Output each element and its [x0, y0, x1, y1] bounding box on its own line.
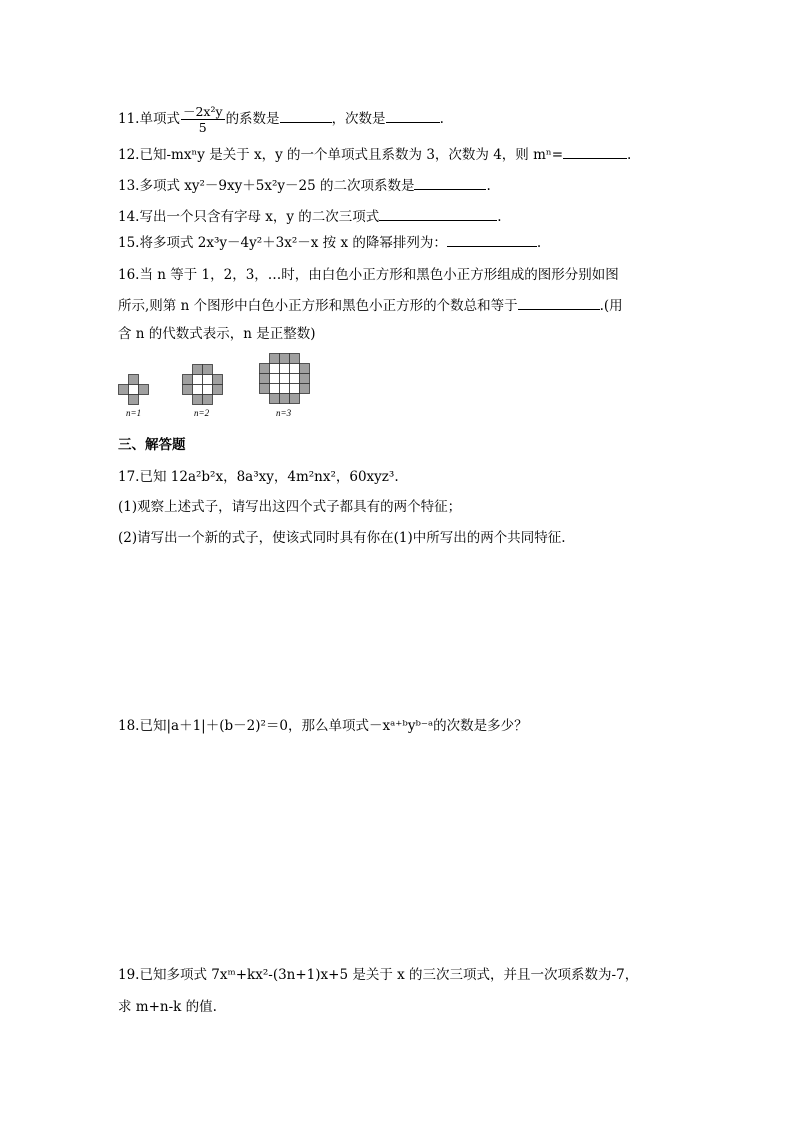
question-17-line-2: (1)观察上述式子，请写出这四个式子都具有的两个特征；	[118, 499, 462, 515]
q11-mid: 的系数是	[225, 111, 280, 127]
white-square	[290, 374, 300, 384]
q12-text: 12.已知-mxⁿy 是关于 x，y 的一个单项式且系数为 3，次数为 4，则 mⁿ=	[118, 147, 564, 163]
question-18: 18.已知|a＋1|＋(b－2)²＝0，那么单项式－xᵃ⁺ᵇyᵇ⁻ᵃ的次数是多少？	[118, 718, 528, 734]
gray-square	[213, 375, 223, 385]
question-16-line-3: 含 n 的代数式表示，n 是正整数)	[118, 326, 316, 342]
q11-fraction	[181, 104, 225, 135]
gray-square	[129, 375, 139, 385]
white-square	[129, 385, 139, 395]
q15-blank[interactable]	[447, 232, 537, 247]
question-17-line-1: 17.已知 12a²b²x，8a³xy，4m²nx²，60xyz³.	[118, 469, 399, 485]
white-square	[193, 375, 203, 385]
white-square	[280, 364, 290, 374]
question-19-line-2: 求 m+n-k 的值.	[118, 999, 217, 1015]
q16-blank[interactable]	[518, 295, 600, 310]
q12-end: .	[627, 147, 632, 163]
white-square	[203, 385, 213, 395]
q11-fraction-denominator: 5	[198, 120, 207, 135]
gray-square	[183, 375, 193, 385]
white-square	[203, 375, 213, 385]
question-11	[118, 104, 444, 135]
figure-label-n3: n=3	[276, 408, 292, 418]
q15-text: 15.将多项式 2x³y－4y²＋3x²－x 按 x 的降幂排列为：	[118, 235, 447, 251]
q11-prefix: 11.单项式	[118, 111, 180, 127]
gray-square	[129, 395, 139, 405]
gray-square	[119, 385, 129, 395]
question-19-line-1: 19.已知多项式 7xᵐ+kx²-(3n+1)x+5 是关于 x 的三次三项式，并且一次项系数为-7，	[118, 967, 639, 983]
gray-square	[193, 395, 203, 405]
gray-square	[139, 385, 149, 395]
q13-end: .	[486, 178, 491, 194]
white-square	[270, 374, 280, 384]
gray-square	[270, 354, 280, 364]
figure-label-n2: n=2	[194, 408, 210, 418]
q15-end: .	[536, 235, 542, 251]
q11-end: .	[439, 111, 444, 127]
section-heading: 三、解答题	[118, 437, 186, 453]
question-14	[118, 206, 502, 226]
figure-label-n1: n=1	[126, 408, 142, 418]
gray-square	[183, 385, 193, 395]
gray-square	[280, 394, 290, 404]
q11-blank-coefficient[interactable]	[280, 108, 332, 123]
gray-square	[300, 364, 310, 374]
white-square	[270, 384, 280, 394]
question-17-line-3: (2)请写出一个新的式子，使该式同时具有你在(1)中所写出的两个共同特征.	[118, 530, 566, 546]
gray-square	[300, 384, 310, 394]
question-16-line-1: 16.当 n 等于 1，2，3，…时，由白色小正方形和黑色小正方形组成的图形分别如图	[118, 267, 619, 283]
gray-square	[290, 354, 300, 364]
q11-fraction-numerator: －2x²y	[182, 104, 223, 119]
gray-square	[203, 365, 213, 375]
question-15	[118, 232, 541, 252]
white-square	[290, 384, 300, 394]
q13-text: 13.多项式 xy²－9xy＋5x²y－25 的二次项系数是	[118, 178, 415, 194]
gray-square	[193, 365, 203, 375]
gray-square	[213, 385, 223, 395]
gray-square	[203, 395, 213, 405]
white-square	[280, 374, 290, 384]
white-square	[193, 385, 203, 395]
gray-square	[260, 364, 270, 374]
gray-square	[280, 354, 290, 364]
white-square	[290, 364, 300, 374]
q11-blank-degree[interactable]	[386, 108, 440, 123]
q13-blank[interactable]	[414, 175, 486, 190]
q12-blank[interactable]	[563, 144, 627, 159]
gray-square	[260, 374, 270, 384]
white-square	[270, 364, 280, 374]
q14-end: .	[497, 209, 502, 225]
question-12	[118, 144, 631, 164]
gray-square	[260, 384, 270, 394]
gray-square	[270, 394, 280, 404]
q14-text: 14.写出一个只含有字母 x，y 的二次三项式	[118, 209, 380, 225]
q16-line2-end: .(用	[599, 298, 623, 314]
question-13	[118, 175, 491, 195]
q14-blank[interactable]	[379, 206, 497, 221]
question-16-line-2	[118, 295, 623, 315]
q16-pattern-figure	[118, 352, 318, 408]
q11-sep: ，次数是	[331, 111, 386, 127]
q16-line2-text: 所示,则第 n 个图形中白色小正方形和黑色小正方形的个数总和等于	[118, 298, 518, 314]
gray-square	[290, 394, 300, 404]
gray-square	[300, 374, 310, 384]
q16-figure	[118, 352, 318, 422]
white-square	[280, 384, 290, 394]
